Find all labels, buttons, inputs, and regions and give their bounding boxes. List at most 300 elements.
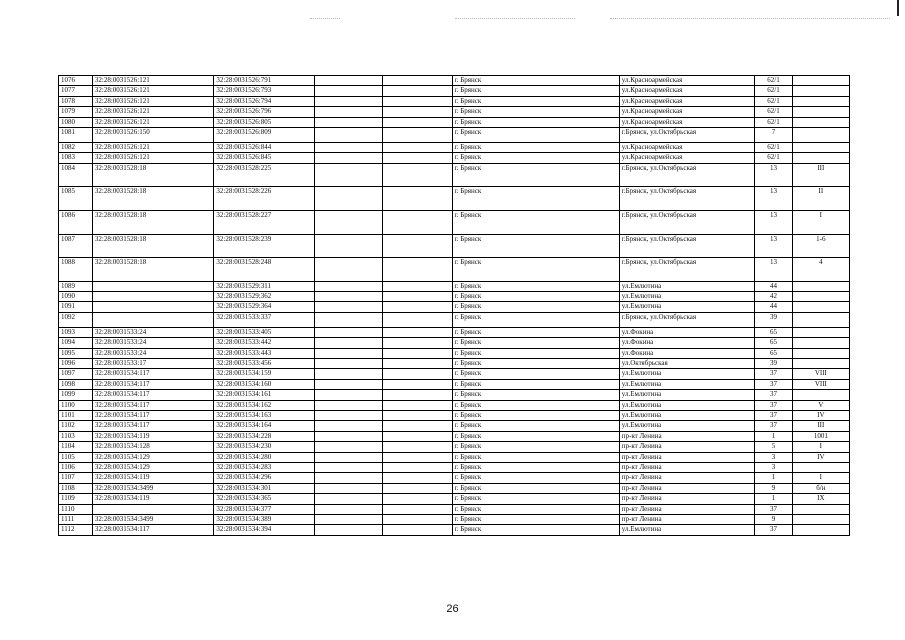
table-row bbox=[59, 163, 850, 187]
quarter-number: 32:28:0031526:121 bbox=[92, 76, 214, 86]
table-row bbox=[59, 359, 850, 369]
city-cell: г. Брянск bbox=[452, 504, 619, 514]
cadastral-number: 32:28:0031533:337 bbox=[214, 312, 314, 327]
empty-cell bbox=[382, 514, 452, 524]
empty-cell bbox=[314, 452, 382, 462]
scan-artifact bbox=[610, 18, 890, 20]
table-row bbox=[59, 302, 850, 312]
row-number: 1087 bbox=[59, 234, 93, 258]
street-cell: г.Брянск, ул.Октябрьская bbox=[619, 234, 755, 258]
street-cell: пр-кт Ленина bbox=[619, 462, 755, 472]
quarter-number: 32:28:0031534:128 bbox=[92, 442, 214, 452]
apartment-cell bbox=[792, 281, 849, 291]
cadastral-number: 32:28:0031534:296 bbox=[214, 473, 314, 483]
street-cell: ул.Октябрьская bbox=[619, 359, 755, 369]
street-cell: ул.Фокина bbox=[619, 338, 755, 348]
house-cell: 1 bbox=[755, 473, 792, 483]
table-row bbox=[59, 411, 850, 421]
street-cell: г.Брянск, ул.Октябрьская bbox=[619, 258, 755, 282]
quarter-number: 32:28:0031526:150 bbox=[92, 127, 214, 142]
cadastral-number: 32:28:0031528:225 bbox=[214, 163, 314, 187]
cadastral-number: 32:28:0031533:405 bbox=[214, 327, 314, 337]
empty-cell bbox=[382, 163, 452, 187]
quarter-number: 32:28:0031534:117 bbox=[92, 400, 214, 410]
empty-cell bbox=[382, 234, 452, 258]
apartment-cell bbox=[792, 514, 849, 524]
quarter-number: 32:28:0031534:119 bbox=[92, 494, 214, 504]
table-row bbox=[59, 525, 850, 535]
apartment-cell: III bbox=[792, 163, 849, 187]
quarter-number: 32:28:0031533:24 bbox=[92, 338, 214, 348]
city-cell: г. Брянск bbox=[452, 379, 619, 389]
cadastral-number: 32:28:0031533:456 bbox=[214, 359, 314, 369]
empty-cell bbox=[314, 210, 382, 234]
city-cell: г. Брянск bbox=[452, 421, 619, 431]
empty-cell bbox=[314, 348, 382, 358]
city-cell: г. Брянск bbox=[452, 525, 619, 535]
table-row bbox=[59, 96, 850, 106]
row-number: 1085 bbox=[59, 187, 93, 211]
table-row bbox=[59, 369, 850, 379]
house-cell: 62/1 bbox=[755, 76, 792, 86]
apartment-cell bbox=[792, 462, 849, 472]
apartment-cell: I bbox=[792, 442, 849, 452]
empty-cell bbox=[314, 312, 382, 327]
cadastral-number: 32:28:0031534:394 bbox=[214, 525, 314, 535]
empty-cell bbox=[314, 369, 382, 379]
cadastral-number: 32:28:0031528:239 bbox=[214, 234, 314, 258]
empty-cell bbox=[382, 525, 452, 535]
empty-cell bbox=[314, 281, 382, 291]
apartment-cell: IX bbox=[792, 494, 849, 504]
cadastral-number: 32:28:0031534:162 bbox=[214, 400, 314, 410]
cadastral-number: 32:28:0031534:161 bbox=[214, 390, 314, 400]
cadastral-number: 32:28:0031534:160 bbox=[214, 379, 314, 389]
cadastral-number: 32:28:0031534:163 bbox=[214, 411, 314, 421]
table-row bbox=[59, 462, 850, 472]
city-cell: г. Брянск bbox=[452, 76, 619, 86]
apartment-cell: 4 bbox=[792, 258, 849, 282]
street-cell: ул.Красноармейская bbox=[619, 86, 755, 96]
street-cell: ул.Емлютина bbox=[619, 400, 755, 410]
quarter-number: 32:28:0031533:24 bbox=[92, 348, 214, 358]
street-cell: ул.Емлютина bbox=[619, 379, 755, 389]
cadastral-number: 32:28:0031534:389 bbox=[214, 514, 314, 524]
quarter-number bbox=[92, 302, 214, 312]
quarter-number: 32:28:0031526:121 bbox=[92, 107, 214, 117]
quarter-number: 32:28:0031534:119 bbox=[92, 431, 214, 441]
city-cell: г. Брянск bbox=[452, 400, 619, 410]
city-cell: г. Брянск bbox=[452, 514, 619, 524]
city-cell: г. Брянск bbox=[452, 473, 619, 483]
city-cell: г. Брянск bbox=[452, 281, 619, 291]
empty-cell bbox=[382, 258, 452, 282]
table-row bbox=[59, 327, 850, 337]
empty-cell bbox=[382, 86, 452, 96]
apartment-cell bbox=[792, 96, 849, 106]
city-cell: г. Брянск bbox=[452, 431, 619, 441]
empty-cell bbox=[314, 514, 382, 524]
city-cell: г. Брянск bbox=[452, 107, 619, 117]
table-row bbox=[59, 504, 850, 514]
street-cell: пр-кт Ленина bbox=[619, 483, 755, 493]
table-row bbox=[59, 86, 850, 96]
empty-cell bbox=[382, 462, 452, 472]
quarter-number: 32:28:0031534:117 bbox=[92, 421, 214, 431]
quarter-number: 32:28:0031533:24 bbox=[92, 327, 214, 337]
apartment-cell bbox=[792, 302, 849, 312]
row-number: 1095 bbox=[59, 348, 93, 358]
row-number: 1090 bbox=[59, 292, 93, 302]
cadastral-number: 32:28:0031526:845 bbox=[214, 153, 314, 163]
apartment-cell bbox=[792, 359, 849, 369]
apartment-cell bbox=[792, 327, 849, 337]
empty-cell bbox=[382, 153, 452, 163]
empty-cell bbox=[382, 411, 452, 421]
house-cell: 9 bbox=[755, 483, 792, 493]
table-row bbox=[59, 514, 850, 524]
house-cell: 37 bbox=[755, 369, 792, 379]
city-cell: г. Брянск bbox=[452, 86, 619, 96]
empty-cell bbox=[314, 379, 382, 389]
house-cell: 62/1 bbox=[755, 86, 792, 96]
street-cell: пр-кт Ленина bbox=[619, 452, 755, 462]
row-number: 1097 bbox=[59, 369, 93, 379]
street-cell: ул.Емлютина bbox=[619, 390, 755, 400]
house-cell: 3 bbox=[755, 462, 792, 472]
city-cell: г. Брянск bbox=[452, 96, 619, 106]
street-cell: ул.Емлютина bbox=[619, 369, 755, 379]
street-cell: пр-кт Ленина bbox=[619, 494, 755, 504]
empty-cell bbox=[382, 359, 452, 369]
city-cell: г. Брянск bbox=[452, 258, 619, 282]
cadastral-number: 32:28:0031528:248 bbox=[214, 258, 314, 282]
cadastral-number: 32:28:0031533:442 bbox=[214, 338, 314, 348]
row-number: 1105 bbox=[59, 452, 93, 462]
row-number: 1101 bbox=[59, 411, 93, 421]
empty-cell bbox=[382, 338, 452, 348]
quarter-number bbox=[92, 281, 214, 291]
house-cell: 44 bbox=[755, 281, 792, 291]
cadastral-number: 32:28:0031534:230 bbox=[214, 442, 314, 452]
house-cell: 62/1 bbox=[755, 107, 792, 117]
empty-cell bbox=[382, 400, 452, 410]
row-number: 1111 bbox=[59, 514, 93, 524]
house-cell: 37 bbox=[755, 525, 792, 535]
apartment-cell bbox=[792, 390, 849, 400]
city-cell: г. Брянск bbox=[452, 210, 619, 234]
cadastral-number: 32:28:0031534:280 bbox=[214, 452, 314, 462]
quarter-number: 32:28:0031534:3499 bbox=[92, 483, 214, 493]
empty-cell bbox=[314, 473, 382, 483]
empty-cell bbox=[382, 292, 452, 302]
house-cell: 44 bbox=[755, 302, 792, 312]
quarter-number: 32:28:0031534:117 bbox=[92, 369, 214, 379]
row-number: 1091 bbox=[59, 302, 93, 312]
city-cell: г. Брянск bbox=[452, 483, 619, 493]
row-number: 1107 bbox=[59, 473, 93, 483]
empty-cell bbox=[382, 327, 452, 337]
table-row bbox=[59, 400, 850, 410]
street-cell: ул.Красноармейская bbox=[619, 142, 755, 152]
empty-cell bbox=[382, 348, 452, 358]
house-cell: 65 bbox=[755, 348, 792, 358]
registry-rows bbox=[59, 76, 850, 536]
apartment-cell: VIII bbox=[792, 369, 849, 379]
house-cell: 42 bbox=[755, 292, 792, 302]
apartment-cell: 1001 bbox=[792, 431, 849, 441]
quarter-number bbox=[92, 292, 214, 302]
cadastral-number: 32:28:0031534:164 bbox=[214, 421, 314, 431]
empty-cell bbox=[314, 107, 382, 117]
cadastral-number: 32:28:0031534:301 bbox=[214, 483, 314, 493]
apartment-cell bbox=[792, 292, 849, 302]
table-row bbox=[59, 442, 850, 452]
empty-cell bbox=[314, 142, 382, 152]
cadastral-number: 32:28:0031526:796 bbox=[214, 107, 314, 117]
empty-cell bbox=[314, 127, 382, 142]
street-cell: ул.Красноармейская bbox=[619, 107, 755, 117]
table-row bbox=[59, 473, 850, 483]
street-cell: пр-кт Ленина bbox=[619, 514, 755, 524]
empty-cell bbox=[382, 76, 452, 86]
empty-cell bbox=[314, 411, 382, 421]
empty-cell bbox=[382, 187, 452, 211]
table-row bbox=[59, 292, 850, 302]
quarter-number: 32:28:0031526:121 bbox=[92, 96, 214, 106]
cadastral-number: 32:28:0031534:228 bbox=[214, 431, 314, 441]
empty-cell bbox=[314, 338, 382, 348]
empty-cell bbox=[382, 483, 452, 493]
table-row bbox=[59, 153, 850, 163]
empty-cell bbox=[314, 421, 382, 431]
cadastral-number: 32:28:0031526:793 bbox=[214, 86, 314, 96]
table-row bbox=[59, 452, 850, 462]
city-cell: г. Брянск bbox=[452, 302, 619, 312]
cadastral-number: 32:28:0031533:443 bbox=[214, 348, 314, 358]
row-number: 1092 bbox=[59, 312, 93, 327]
empty-cell bbox=[382, 421, 452, 431]
quarter-number: 32:28:0031534:117 bbox=[92, 379, 214, 389]
table-row bbox=[59, 483, 850, 493]
empty-cell bbox=[382, 442, 452, 452]
quarter-number bbox=[92, 504, 214, 514]
apartment-cell bbox=[792, 86, 849, 96]
quarter-number bbox=[92, 312, 214, 327]
house-cell: 37 bbox=[755, 421, 792, 431]
apartment-cell bbox=[792, 76, 849, 86]
house-cell: 13 bbox=[755, 163, 792, 187]
row-number: 1102 bbox=[59, 421, 93, 431]
house-cell: 1 bbox=[755, 431, 792, 441]
empty-cell bbox=[314, 163, 382, 187]
cadastral-number: 32:28:0031529:362 bbox=[214, 292, 314, 302]
empty-cell bbox=[314, 234, 382, 258]
property-registry-table bbox=[58, 75, 850, 536]
empty-cell bbox=[314, 258, 382, 282]
city-cell: г. Брянск bbox=[452, 359, 619, 369]
street-cell: г.Брянск, ул.Октябрьская bbox=[619, 127, 755, 142]
quarter-number: 32:28:0031528:18 bbox=[92, 258, 214, 282]
table-row bbox=[59, 312, 850, 327]
cadastral-number: 32:28:0031528:227 bbox=[214, 210, 314, 234]
city-cell: г. Брянск bbox=[452, 127, 619, 142]
street-cell: ул.Емлютина bbox=[619, 525, 755, 535]
house-cell: 37 bbox=[755, 504, 792, 514]
empty-cell bbox=[382, 431, 452, 441]
row-number: 1094 bbox=[59, 338, 93, 348]
city-cell: г. Брянск bbox=[452, 327, 619, 337]
apartment-cell bbox=[792, 525, 849, 535]
row-number: 1080 bbox=[59, 117, 93, 127]
empty-cell bbox=[314, 292, 382, 302]
table-row bbox=[59, 117, 850, 127]
empty-cell bbox=[382, 390, 452, 400]
quarter-number: 32:28:0031534:117 bbox=[92, 411, 214, 421]
house-cell: 1 bbox=[755, 494, 792, 504]
cadastral-number: 32:28:0031526:809 bbox=[214, 127, 314, 142]
city-cell: г. Брянск bbox=[452, 462, 619, 472]
row-number: 1089 bbox=[59, 281, 93, 291]
apartment-cell: б/н bbox=[792, 483, 849, 493]
cadastral-number: 32:28:0031526:844 bbox=[214, 142, 314, 152]
apartment-cell bbox=[792, 142, 849, 152]
empty-cell bbox=[314, 494, 382, 504]
house-cell: 13 bbox=[755, 234, 792, 258]
street-cell: пр-кт Ленина bbox=[619, 442, 755, 452]
cadastral-number: 32:28:0031534:283 bbox=[214, 462, 314, 472]
cadastral-number: 32:28:0031526:794 bbox=[214, 96, 314, 106]
city-cell: г. Брянск bbox=[452, 117, 619, 127]
city-cell: г. Брянск bbox=[452, 338, 619, 348]
table-row bbox=[59, 107, 850, 117]
empty-cell bbox=[314, 153, 382, 163]
empty-cell bbox=[314, 442, 382, 452]
street-cell: ул.Емлютина bbox=[619, 302, 755, 312]
empty-cell bbox=[314, 117, 382, 127]
table-row bbox=[59, 421, 850, 431]
cadastral-number: 32:28:0031534:365 bbox=[214, 494, 314, 504]
apartment-cell bbox=[792, 127, 849, 142]
cadastral-number: 32:28:0031526:791 bbox=[214, 76, 314, 86]
empty-cell bbox=[382, 452, 452, 462]
cadastral-number: 32:28:0031534:159 bbox=[214, 369, 314, 379]
page-edge-mark bbox=[897, 0, 899, 16]
street-cell: ул.Фокина bbox=[619, 348, 755, 358]
row-number: 1106 bbox=[59, 462, 93, 472]
table-row bbox=[59, 494, 850, 504]
empty-cell bbox=[314, 327, 382, 337]
quarter-number: 32:28:0031534:119 bbox=[92, 473, 214, 483]
city-cell: г. Брянск bbox=[452, 163, 619, 187]
table-row bbox=[59, 390, 850, 400]
quarter-number: 32:28:0031528:18 bbox=[92, 210, 214, 234]
street-cell: пр-кт Ленина bbox=[619, 504, 755, 514]
scan-artifact bbox=[310, 18, 340, 20]
quarter-number: 32:28:0031533:17 bbox=[92, 359, 214, 369]
table-row bbox=[59, 127, 850, 142]
row-number: 1096 bbox=[59, 359, 93, 369]
street-cell: г.Брянск, ул.Октябрьская bbox=[619, 210, 755, 234]
empty-cell bbox=[382, 96, 452, 106]
street-cell: г.Брянск, ул.Октябрьская bbox=[619, 312, 755, 327]
row-number: 1098 bbox=[59, 379, 93, 389]
cadastral-number: 32:28:0031526:805 bbox=[214, 117, 314, 127]
row-number: 1076 bbox=[59, 76, 93, 86]
empty-cell bbox=[314, 462, 382, 472]
empty-cell bbox=[314, 96, 382, 106]
table-row bbox=[59, 234, 850, 258]
city-cell: г. Брянск bbox=[452, 452, 619, 462]
table-row bbox=[59, 210, 850, 234]
empty-cell bbox=[382, 127, 452, 142]
quarter-number: 32:28:0031526:121 bbox=[92, 117, 214, 127]
table-row bbox=[59, 187, 850, 211]
house-cell: 65 bbox=[755, 338, 792, 348]
quarter-number: 32:28:0031526:121 bbox=[92, 142, 214, 152]
apartment-cell: IV bbox=[792, 411, 849, 421]
house-cell: 62/1 bbox=[755, 153, 792, 163]
row-number: 1110 bbox=[59, 504, 93, 514]
apartment-cell: II bbox=[792, 187, 849, 211]
house-cell: 37 bbox=[755, 411, 792, 421]
empty-cell bbox=[314, 504, 382, 514]
house-cell: 5 bbox=[755, 442, 792, 452]
row-number: 1100 bbox=[59, 400, 93, 410]
street-cell: ул.Емлютина bbox=[619, 421, 755, 431]
apartment-cell: V bbox=[792, 400, 849, 410]
row-number: 1079 bbox=[59, 107, 93, 117]
row-number: 1077 bbox=[59, 86, 93, 96]
row-number: 1112 bbox=[59, 525, 93, 535]
empty-cell bbox=[382, 117, 452, 127]
table-row bbox=[59, 379, 850, 389]
quarter-number: 32:28:0031526:121 bbox=[92, 86, 214, 96]
street-cell: пр-кт Ленина bbox=[619, 473, 755, 483]
city-cell: г. Брянск bbox=[452, 494, 619, 504]
house-cell: 62/1 bbox=[755, 117, 792, 127]
apartment-cell bbox=[792, 504, 849, 514]
table-row bbox=[59, 338, 850, 348]
house-cell: 37 bbox=[755, 379, 792, 389]
empty-cell bbox=[382, 302, 452, 312]
city-cell: г. Брянск bbox=[452, 292, 619, 302]
row-number: 1109 bbox=[59, 494, 93, 504]
street-cell: ул.Красноармейская bbox=[619, 117, 755, 127]
street-cell: ул.Красноармейская bbox=[619, 96, 755, 106]
street-cell: ул.Емлютина bbox=[619, 292, 755, 302]
house-cell: 7 bbox=[755, 127, 792, 142]
page-number: 26 bbox=[446, 603, 459, 615]
quarter-number: 32:28:0031528:18 bbox=[92, 187, 214, 211]
street-cell: пр-кт Ленина bbox=[619, 431, 755, 441]
house-cell: 65 bbox=[755, 327, 792, 337]
house-cell: 9 bbox=[755, 514, 792, 524]
house-cell: 37 bbox=[755, 400, 792, 410]
apartment-cell: I bbox=[792, 473, 849, 483]
quarter-number: 32:28:0031534:129 bbox=[92, 452, 214, 462]
empty-cell bbox=[314, 400, 382, 410]
row-number: 1081 bbox=[59, 127, 93, 142]
row-number: 1078 bbox=[59, 96, 93, 106]
house-cell: 62/1 bbox=[755, 142, 792, 152]
row-number: 1084 bbox=[59, 163, 93, 187]
cadastral-number: 32:28:0031528:226 bbox=[214, 187, 314, 211]
city-cell: г. Брянск bbox=[452, 234, 619, 258]
apartment-cell bbox=[792, 153, 849, 163]
row-number: 1093 bbox=[59, 327, 93, 337]
row-number: 1099 bbox=[59, 390, 93, 400]
